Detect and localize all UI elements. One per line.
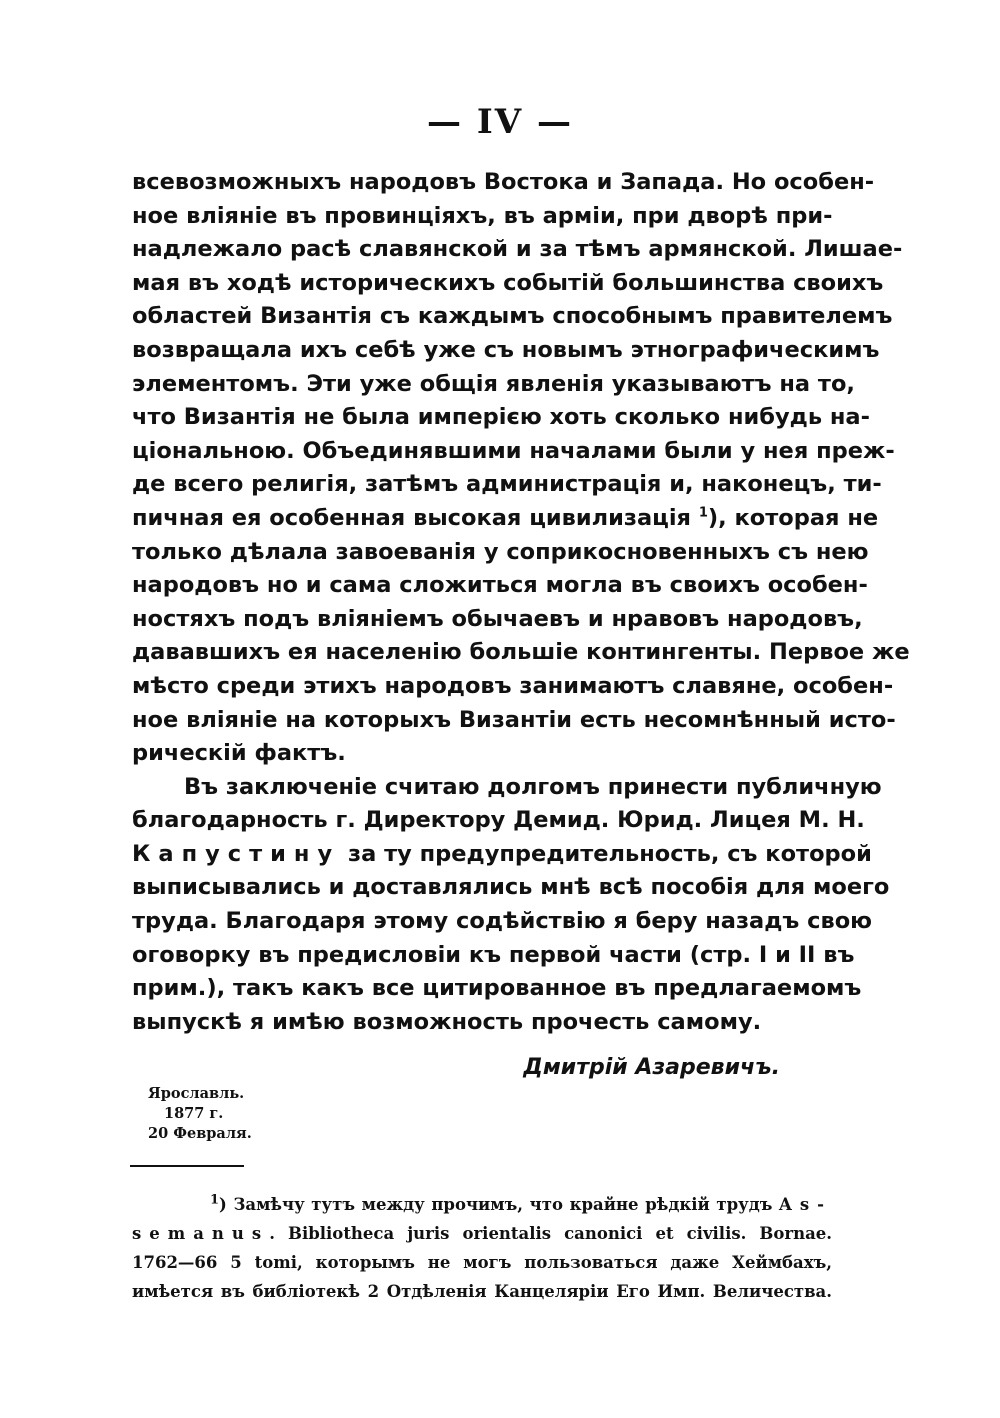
text-line: ціональною. Объединявшими началами были у нея преж- bbox=[132, 437, 895, 464]
date-day: 20 Февраля. bbox=[148, 1125, 252, 1142]
text-segment: за ту предупредительность, съ которой bbox=[340, 840, 872, 867]
text-segment: . Bibliotheca juris orientalis canonici et civilis. Bornae. bbox=[269, 1224, 832, 1243]
text-line: прим.), такъ какъ все цитированное въ предлагаемомъ bbox=[132, 975, 862, 1002]
text-line: ностяхъ подъ вліяніемъ обычаевъ и нравовъ народовъ, bbox=[132, 605, 863, 632]
footnote-line bbox=[132, 1219, 832, 1248]
date-year: 1877 г. bbox=[164, 1105, 224, 1122]
text-line-with-spaced-name bbox=[132, 838, 872, 872]
text-line: Въ заключеніе считаю долгомъ принести публичную bbox=[184, 773, 882, 800]
text-line: ное вліяніе въ провинціяхъ, въ арміи, при дворѣ при- bbox=[132, 202, 833, 229]
spaced-surname: Капустину bbox=[132, 840, 341, 867]
text-line: рическій фактъ. bbox=[132, 740, 346, 767]
text-segment: ) Замѣчу тутъ между прочимъ, что крайне рѣдкій трудъ bbox=[219, 1195, 773, 1214]
footnote-line: 1762—66 5 tomi, которымъ не могъ пользоваться даже Хеймбахъ, bbox=[132, 1253, 832, 1272]
text-line: оговорку въ предисловіи къ первой части (стр. I и II въ bbox=[132, 941, 855, 968]
author-signature: Дмитрій Азаревичъ. bbox=[523, 1055, 780, 1080]
text-line: благодарность г. Директору Демид. Юрид. Лицея М. Н. bbox=[132, 807, 865, 834]
text-segment: ), которая не bbox=[707, 504, 879, 531]
footnote-reference-mark: 1 bbox=[698, 505, 708, 521]
text-line: народовъ но и сама сложиться могла въ своихъ особен- bbox=[132, 572, 868, 599]
text-line: ное вліяніе на которыхъ Византіи есть несомнѣнный исто- bbox=[132, 706, 896, 733]
text-line-with-footnote-mark bbox=[132, 502, 879, 536]
text-line: труда. Благодаря этому содѣйствію я беру назадъ свою bbox=[132, 908, 873, 935]
text-segment: пичная ея особенная высокая цивилизація bbox=[132, 504, 699, 531]
place-city: Ярославль. bbox=[148, 1085, 245, 1102]
main-text bbox=[132, 166, 910, 1039]
text-line: мѣсто среди этихъ народовъ занимаютъ славяне, особен- bbox=[132, 672, 894, 699]
text-line: возвращала ихъ себѣ уже съ новымъ этнографическимъ bbox=[132, 336, 880, 363]
text-line: выписывались и доставлялись мнѣ всѣ пособія для моего bbox=[132, 874, 890, 901]
text-line: областей Византія съ каждымъ способнымъ правителемъ bbox=[132, 303, 893, 330]
footnote-mark: 1 bbox=[210, 1192, 220, 1208]
place-and-date bbox=[148, 1084, 252, 1144]
text-line: что Византія не была имперією хоть сколько нибудь на- bbox=[132, 404, 870, 431]
text-line: всевозможныхъ народовъ Востока и Запада. Но особен- bbox=[132, 169, 875, 195]
text-line: мая въ ходѣ историческихъ событій большинства своихъ bbox=[132, 269, 884, 296]
text-line: элементомъ. Эти уже общія явленія указываютъ на то, bbox=[132, 370, 855, 397]
footnote-divider bbox=[130, 1165, 244, 1167]
spaced-author-name: As- bbox=[779, 1195, 832, 1214]
text-line: только дѣлала завоеванія у соприкосновенныхъ съ нею bbox=[132, 538, 869, 565]
text-line: выпускѣ я имѣю возможность прочесть самому. bbox=[132, 1008, 762, 1035]
text-line: де всего религія, затѣмъ администрація и, наконецъ, ти- bbox=[132, 471, 882, 498]
footnote bbox=[132, 1190, 832, 1306]
footnote-line bbox=[132, 1190, 832, 1219]
text-line: надлежало расѣ славянской и за тѣмъ армянской. Лишае- bbox=[132, 236, 903, 263]
text-line: дававшихъ ея населенію большіе контингенты. Первое же bbox=[132, 639, 910, 666]
page-number-header: — IV — bbox=[427, 102, 573, 142]
spaced-author-name: semanus bbox=[132, 1224, 270, 1243]
footnote-line: имѣется въ библіотекѣ 2 Отдѣленія Канцеляріи Его Имп. Величества. bbox=[132, 1282, 832, 1301]
